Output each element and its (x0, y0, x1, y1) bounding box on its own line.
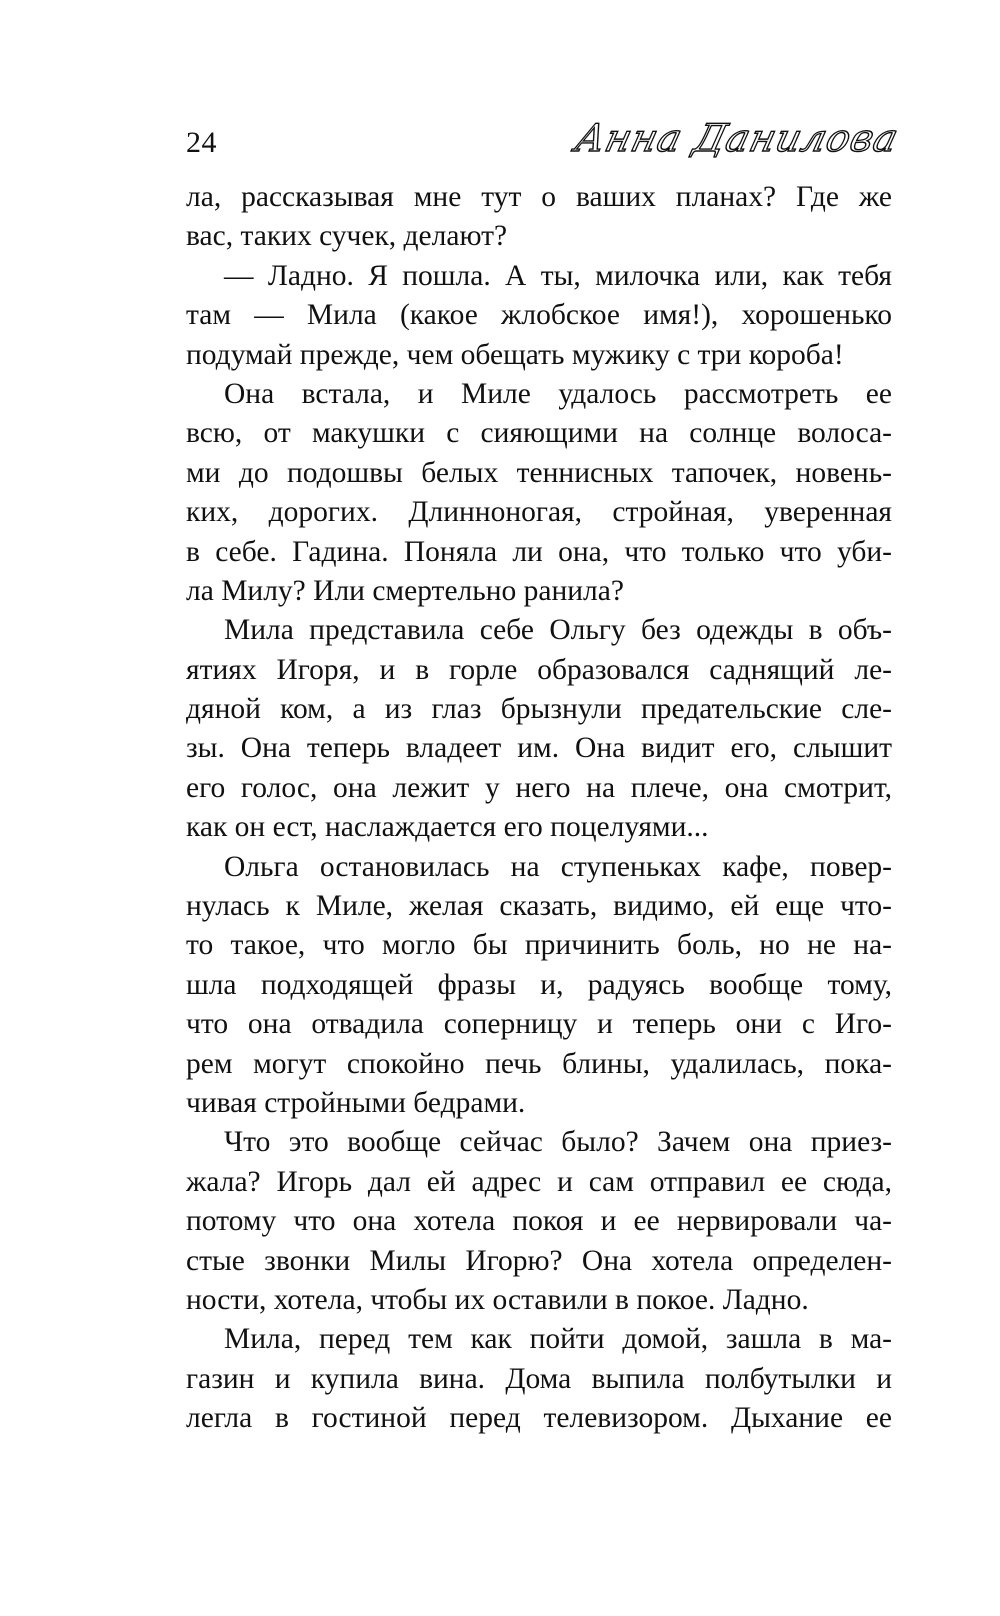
body-text (186, 178, 892, 1439)
text-line: ла, рассказывая мне тут о ваших планах? Где же (186, 181, 892, 213)
text-line: — Ладно. Я пошла. А ты, милочка или, как тебя (224, 259, 892, 292)
text-line: как он ест, наслаждается его поцелуями... (186, 811, 709, 844)
text-line: чивая стройными бедрами. (186, 1086, 526, 1119)
text-line: рем могут спокойно печь блины, удалилась, пока- (186, 1047, 892, 1080)
text-line: там — Мила (какое жлобское имя!), хорошенько (186, 299, 892, 332)
text-line: зы. Она теперь владеет им. Она видит его, слышит (186, 732, 892, 765)
text-line: газин и купила вина. Дома выпила полбутылки и (186, 1362, 892, 1395)
text-line: подумай прежде, чем обещать мужику с три короба! (186, 338, 844, 371)
text-line: нулась к Миле, желая сказать, видимо, ей еще что- (186, 890, 892, 923)
text-line: то такое, что могло бы причинить боль, но не на- (186, 929, 892, 962)
text-line: ятиях Игоря, и в горле образовался саднящий ле- (186, 653, 892, 686)
text-line: потому что она хотела покоя и ее нервировали ча- (186, 1205, 892, 1238)
text-line: Что это вообще сейчас было? Зачем она приез- (224, 1126, 892, 1159)
text-line: ми до подошвы белых теннисных тапочек, новень- (186, 456, 892, 489)
text-line: всю, от макушки с сияющими на солнце волоса- (186, 417, 892, 450)
running-header (186, 116, 903, 178)
text-line: Она встала, и Миле удалось рассмотреть ее (224, 377, 892, 410)
text-line: вас, таких сучек, делают? (186, 220, 508, 253)
text-line: Мила, перед тем как пойти домой, зашла в ма- (224, 1323, 892, 1356)
text-line: стые звонки Милы Игорю? Она хотела определен- (186, 1244, 892, 1277)
page-number: 24 (186, 126, 217, 159)
text-line: ких, дорогих. Длинноногая, стройная, уверенная (186, 496, 892, 529)
text-line: легла в гостиной перед телевизором. Дыхание ее (186, 1402, 892, 1435)
text-line: шла подходящей фразы и, радуясь вообще тому, (186, 968, 892, 1001)
text-line: жала? Игорь дал ей адрес и сам отправил ее сюда, (186, 1165, 892, 1198)
author-name-logo: Анна Данилова (570, 116, 903, 160)
text-line: его голос, она лежит у него на плече, она смотрит, (186, 771, 892, 804)
text-line: дяной ком, а из глаз брызнули предательские сле- (186, 693, 892, 726)
text-line: в себе. Гадина. Поняла ли она, что только что уби- (186, 535, 892, 568)
text-line: ности, хотела, чтобы их оставили в покое. Ладно. (186, 1283, 809, 1316)
text-line: что она отвадила соперницу и теперь они с Иго- (186, 1008, 892, 1041)
text-line: Ольга остановилась на ступеньках кафе, повер- (224, 850, 892, 883)
text-line: ла Милу? Или смертельно ранила? (186, 574, 624, 607)
text-line: Мила представила себе Ольгу без одежды в объ- (224, 614, 892, 647)
